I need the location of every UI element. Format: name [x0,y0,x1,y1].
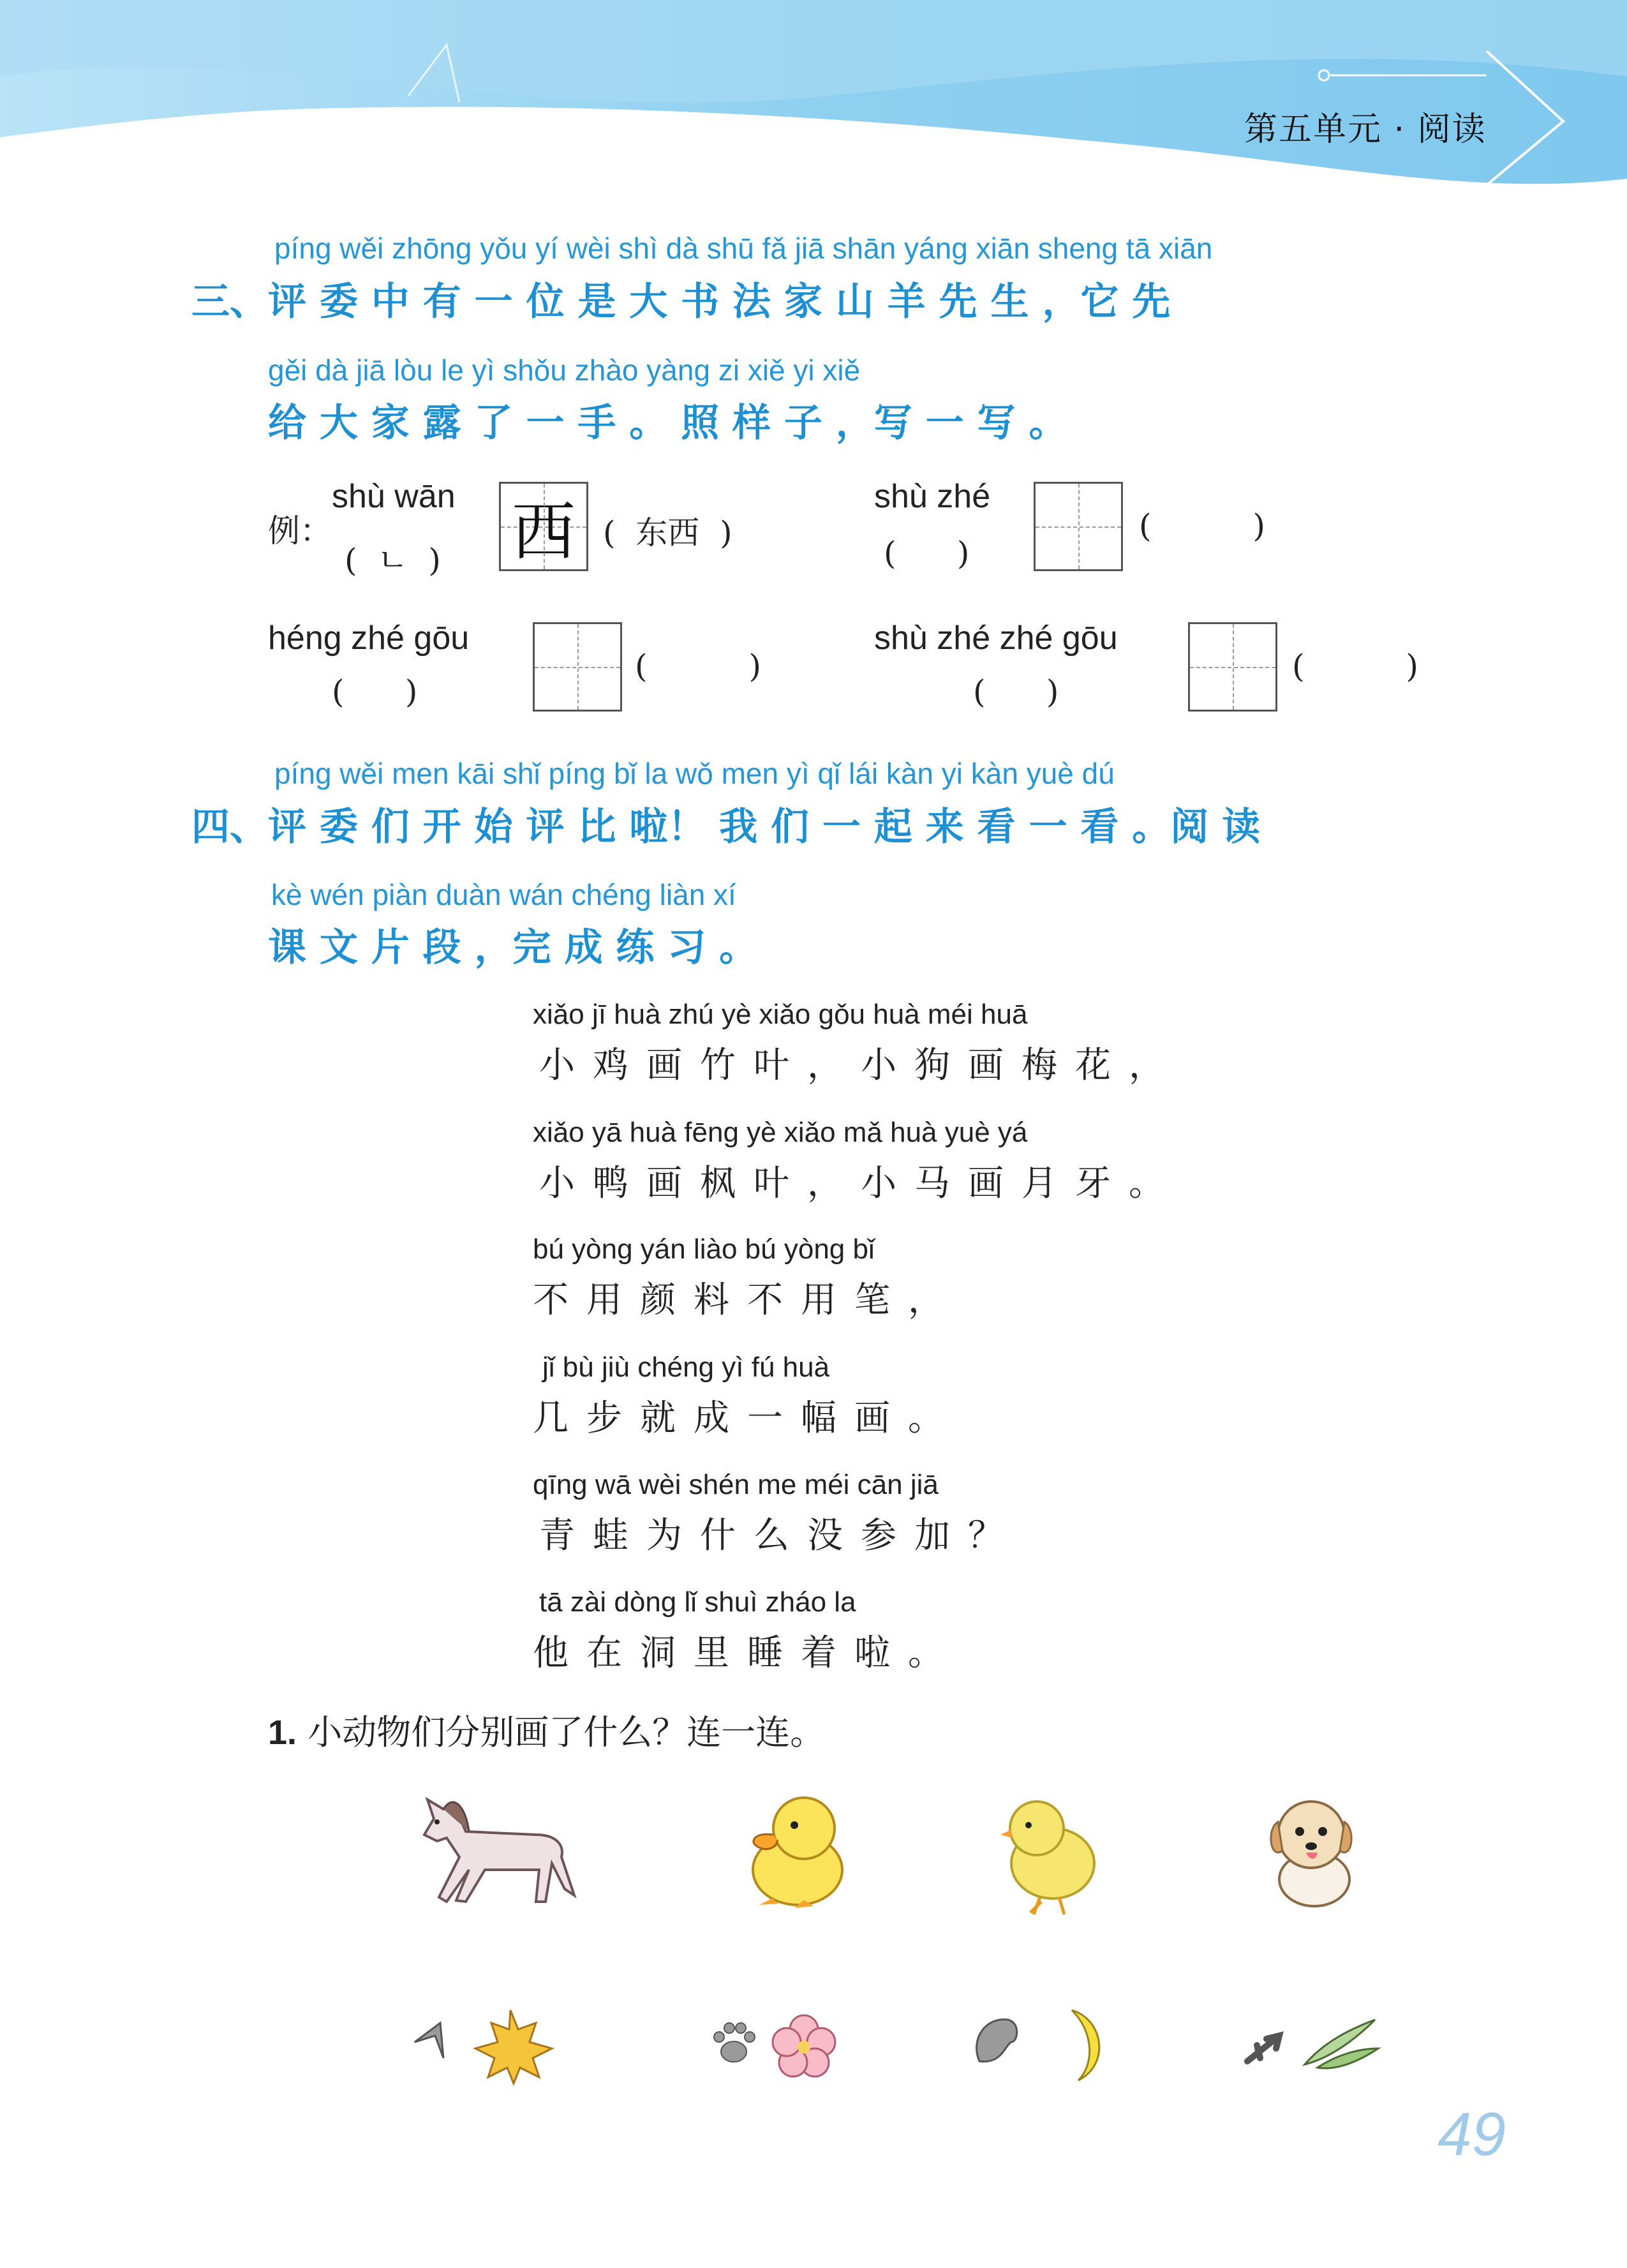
poem-line-1: 小鸡画竹叶，小狗画梅花， [539,1045,1182,1086]
horse-icon[interactable] [408,1780,587,1914]
plum-blossom-icon[interactable] [705,2010,852,2080]
stroke-pinyin-2: shù zhé [874,478,991,515]
section4-pinyin-line2: kè wén piàn duàn wán chéng liàn xí [271,878,736,911]
tian-grid-4[interactable] [1188,622,1277,712]
tian-grid-3[interactable] [533,622,622,712]
poem-line-6: 他在洞里睡着啦。 [533,1632,962,1674]
question-1 [268,1705,824,1754]
section3-pinyin-line1: píng wěi zhōng yǒu yí wèi shì dà shū fǎ jiā shān yáng xiān sheng tā xiān [274,232,1213,265]
poem-pinyin-2: xiǎo yā huà fēng yè xiǎo mǎ huà yuè yá [533,1117,1028,1148]
poem-line-3: 不用颜料不用笔， [533,1279,962,1321]
section4-heading-line2: 课 文 片 段 ，完 成 练 习 。 [268,925,758,970]
word-answer-3[interactable]: ( ) [635,648,761,685]
stroke-answer-4[interactable]: ( ) [973,673,1059,710]
bamboo-leaf-icon[interactable] [1241,2010,1388,2080]
stroke-pinyin-1: shù wān [332,478,456,515]
poem-pinyin-1: xiǎo jī huà zhú yè xiǎo gǒu huà méi huā [533,999,1028,1030]
stroke-answer-2[interactable]: ( ) [884,535,970,572]
poem-line-2: 小鸭画枫叶，小马画月牙。 [539,1163,1182,1204]
question-text: 小动物们分别画了什么？连一连。 [308,1712,825,1752]
poem-pinyin-5: qīng wā wèi shén me méi cān jiā [533,1469,939,1500]
poem-line-5: 青蛙为什么没参加？ [539,1515,1022,1556]
poem-pinyin-4: jǐ bù jiù chéng yì fú huà [542,1352,830,1383]
stroke-pinyin-4: shù zhé zhé gōu [874,620,1118,657]
example-label: 例： [268,512,332,549]
question-number: 1. [268,1713,297,1752]
maple-leaf-icon[interactable] [408,2004,561,2087]
tian-grid-1 [499,482,588,571]
chick-icon[interactable] [989,1790,1104,1918]
poem-pinyin-3: bú yòng yán liào bú yòng bǐ [533,1234,875,1265]
duck-icon[interactable] [734,1790,855,1911]
section3-heading-line1: 三、评 委 中 有 一 位 是 大 书 法 家 山 羊 先 生 ，它 先 [191,280,1171,324]
poem-line-4: 几步就成一幅画。 [533,1398,962,1439]
example-word: 东西 [635,514,700,551]
tian-grid-2[interactable] [1034,482,1123,571]
poem-pinyin-6: tā zài dòng lǐ shuì zháo la [539,1586,856,1618]
stroke-shape: ㄴ [377,542,408,579]
section3-pinyin-line2: gěi dà jiā lòu le yì shǒu zhào yàng zi xiě yi xiě [268,354,861,387]
unit-title: 第五单元 · 阅读 [1244,110,1487,149]
section4-pinyin-line1: píng wěi men kāi shǐ píng bǐ la wǒ men yì qǐ lái kàn yi kàn yuè dú [274,757,1115,790]
word-answer-4[interactable]: ( ) [1292,648,1418,685]
section4-heading-line1: 四、评 委 们 开 始 评 比 啦！ 我 们 一 起 来 看 一 看 。阅 读 [191,805,1261,849]
puppy-icon[interactable] [1254,1790,1369,1911]
word-answer-2[interactable]: ( ) [1139,507,1265,544]
example-char: 西 [512,495,576,569]
section3-heading-line2: 给 大 家 露 了 一 手 。 照 样 子 ，写 一 写 。 [268,401,1067,445]
stroke-answer-1: ( ㄴ ) [345,542,441,579]
stroke-answer-3[interactable]: ( ) [332,673,418,710]
stroke-pinyin-3: héng zhé gōu [268,620,470,657]
page-number: 49 [1438,2100,1506,2168]
crescent-moon-icon[interactable] [967,2004,1113,2087]
word-answer-1: ( 东西 ) [603,514,732,551]
